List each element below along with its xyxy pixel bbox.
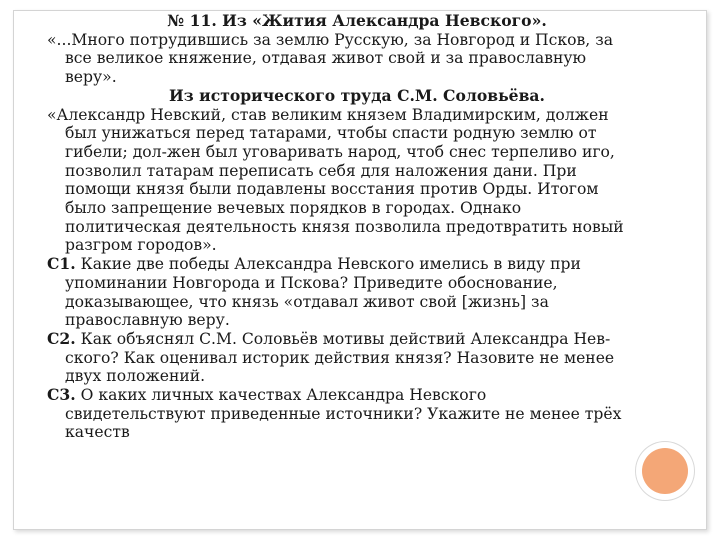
- question-label: С1.: [47, 254, 76, 274]
- slide-content: [47, 12, 627, 442]
- question-text: Какие две победы Александра Невского имелись в виду при упоминании Новгорода и Пскова? Приведите обоснование, доказывающее, что князь «отдавал живот свой [жизнь] за православную веру.: [65, 255, 581, 330]
- decorative-circle: [642, 448, 688, 494]
- question-label: С2.: [47, 328, 76, 348]
- question-text: О каких личных качествах Александра Невского свидетельствуют приведенные источники? Укажите не менее трёх качеств: [65, 386, 622, 442]
- heading-life-of-nevsky: № 11. Из «Жития Александра Невского».: [167, 11, 547, 30]
- heading-solovyov: Из исторического труда С.М. Соловьёва.: [169, 85, 545, 105]
- question-label: С3.: [47, 385, 76, 405]
- question-c1: [47, 255, 627, 330]
- question-c2: [47, 330, 627, 386]
- quote-life-of-nevsky: «...Много потрудившись за землю Русскую, за Новгород и Псков, за все великое княжение, отдавая живот свой и за православную веру».: [47, 30, 614, 87]
- question-c3: [47, 386, 627, 442]
- question-text: Как объяснял С.М. Соловьёв мотивы действий Александра Нев-ского? Как оценивал историк действия князя? Назовите не менее двух положений.: [65, 329, 615, 386]
- quote-solovyov: «Александр Невский, став великим князем Владимирским, должен был унижаться перед татарами, чтобы спасти родную землю от гибели; дол-жен был уговаривать народ, чтоб снес терпеливо иго, позволил татарам переписать себя для наложения дани. При помощи князя были подавлены восстания против Орды. Итогом было запрещение вечевых порядков в городах. Однако политическая деятельность князя позволила предотвратить новый разгром городов».: [47, 105, 624, 255]
